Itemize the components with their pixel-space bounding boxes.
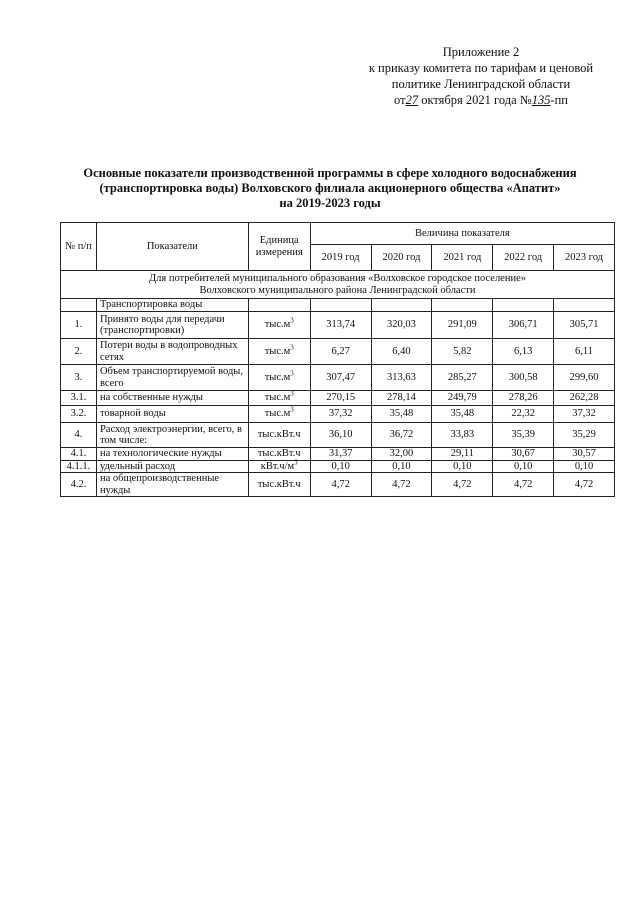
- header-value: Величина показателя: [310, 223, 614, 245]
- row-value: 36,10: [310, 423, 371, 448]
- row-number: 3.1.: [61, 391, 97, 406]
- row-number: 4.: [61, 423, 97, 448]
- table-row: [61, 406, 615, 423]
- row-value: 320,03: [371, 312, 432, 339]
- appendix-date: [356, 92, 606, 108]
- unit-text: кВт.ч/м: [260, 460, 295, 472]
- empty-cell: [61, 299, 97, 312]
- row-value: 35,29: [554, 423, 615, 448]
- row-value: 4,72: [493, 473, 554, 497]
- date-rest: октября 2021 года №: [421, 93, 532, 107]
- row-value: 31,37: [310, 448, 371, 461]
- row-indicator: удельный расход: [96, 460, 248, 473]
- date-day: 27: [405, 93, 419, 107]
- row-indicator: на технологические нужды: [96, 448, 248, 461]
- row-value: 33,83: [432, 423, 493, 448]
- row-number: 2.: [61, 339, 97, 365]
- row-unit: [248, 473, 310, 497]
- section-label: Транспортировка воды: [96, 299, 248, 312]
- consumer-line: Для потребителей муниципального образования «Волховское городское поселение»: [149, 273, 526, 284]
- unit-text: тыс.м: [264, 319, 291, 331]
- row-number: 4.1.: [61, 448, 97, 461]
- title-line: (транспортировка воды) Волховского филиала акционерного общества «Апатит»: [99, 181, 561, 195]
- row-value: 37,32: [310, 406, 371, 423]
- row-value: 35,48: [432, 406, 493, 423]
- unit-superscript: 3: [290, 316, 294, 325]
- empty-cell: [554, 299, 615, 312]
- row-indicator: на общепроизводственные нужды: [96, 473, 248, 497]
- row-indicator: Принято воды для передачи (транспортировки): [96, 312, 248, 339]
- indicators-table: [60, 222, 615, 497]
- year-header: 2023 год: [554, 245, 615, 271]
- row-value: 30,67: [493, 448, 554, 461]
- row-number: 1.: [61, 312, 97, 339]
- table-row: [61, 460, 615, 473]
- row-value: 30,57: [554, 448, 615, 461]
- row-value: 249,79: [432, 391, 493, 406]
- title-line: Основные показатели производственной программы в сфере холодного водоснабжения: [83, 166, 577, 180]
- row-value: 0,10: [310, 460, 371, 473]
- row-value: 22,32: [493, 406, 554, 423]
- row-number: 4.1.1.: [61, 460, 97, 473]
- row-number: 3.: [61, 365, 97, 391]
- row-value: 270,15: [310, 391, 371, 406]
- row-value: 0,10: [432, 460, 493, 473]
- table-row: [61, 339, 615, 365]
- row-indicator: товарной воды: [96, 406, 248, 423]
- row-value: 313,74: [310, 312, 371, 339]
- header-row: [61, 223, 615, 245]
- row-value: 6,40: [371, 339, 432, 365]
- row-unit: [248, 339, 310, 365]
- unit-text: тыс.кВт.ч: [257, 448, 301, 459]
- row-value: 6,13: [493, 339, 554, 365]
- row-unit: [248, 406, 310, 423]
- appendix-line: к приказу комитета по тарифам и ценовой: [368, 61, 594, 75]
- row-value: 278,26: [493, 391, 554, 406]
- empty-cell: [248, 299, 310, 312]
- row-value: 4,72: [310, 473, 371, 497]
- row-indicator: на собственные нужды: [96, 391, 248, 406]
- row-unit: [248, 312, 310, 339]
- consumer-row: [61, 271, 615, 299]
- year-header: 2022 год: [493, 245, 554, 271]
- row-value: 278,14: [371, 391, 432, 406]
- row-value: 4,72: [371, 473, 432, 497]
- date-prefix: от: [394, 93, 406, 107]
- row-value: 6,27: [310, 339, 371, 365]
- unit-text: тыс.м: [264, 392, 291, 404]
- row-number: 3.2.: [61, 406, 97, 423]
- row-value: 5,82: [432, 339, 493, 365]
- consumer-cell: [61, 271, 615, 299]
- unit-superscript: 3: [290, 389, 294, 398]
- data-rows: [61, 312, 615, 497]
- year-header: 2020 год: [371, 245, 432, 271]
- order-suffix: -пп: [550, 93, 568, 107]
- header-indicator: Показатели: [96, 223, 248, 271]
- row-value: 6,11: [554, 339, 615, 365]
- unit-text: тыс.м: [264, 408, 291, 420]
- row-value: 37,32: [554, 406, 615, 423]
- empty-cell: [432, 299, 493, 312]
- empty-cell: [371, 299, 432, 312]
- row-value: 0,10: [371, 460, 432, 473]
- title-line: на 2019-2023 годы: [279, 196, 381, 210]
- table-row: [61, 423, 615, 448]
- table-row: [61, 365, 615, 391]
- row-value: 285,27: [432, 365, 493, 391]
- table-row: [61, 448, 615, 461]
- appendix-block: [356, 44, 606, 108]
- row-value: 313,63: [371, 365, 432, 391]
- year-header: 2019 год: [310, 245, 371, 271]
- unit-text: тыс.кВт.ч: [257, 429, 301, 441]
- row-indicator: Объем транспортируемой воды, всего: [96, 365, 248, 391]
- row-value: 0,10: [554, 460, 615, 473]
- unit-text: тыс.кВт.ч: [257, 478, 301, 490]
- order-number: 135: [531, 93, 551, 107]
- document-title: [60, 166, 600, 211]
- row-value: 0,10: [493, 460, 554, 473]
- row-value: 299,60: [554, 365, 615, 391]
- unit-text: тыс.м: [264, 371, 291, 383]
- row-value: 291,09: [432, 312, 493, 339]
- row-value: 4,72: [554, 473, 615, 497]
- row-unit: [248, 391, 310, 406]
- section-row: [61, 299, 615, 312]
- row-indicator: Потери воды в водопроводных сетях: [96, 339, 248, 365]
- consumer-line: Волховского муниципального района Ленинградской области: [199, 284, 476, 296]
- header-num: № п/п: [61, 223, 97, 271]
- row-value: 4,72: [432, 473, 493, 497]
- row-value: 306,71: [493, 312, 554, 339]
- unit-superscript: 3: [290, 405, 294, 414]
- unit-text: тыс.м: [264, 345, 291, 357]
- row-value: 36,72: [371, 423, 432, 448]
- row-value: 35,39: [493, 423, 554, 448]
- row-value: 32,00: [371, 448, 432, 461]
- header-unit: Единица измерения: [248, 223, 310, 271]
- row-value: 262,28: [554, 391, 615, 406]
- row-number: 4.2.: [61, 473, 97, 497]
- row-indicator: Расход электроэнергии, всего, в том числе:: [96, 423, 248, 448]
- table-row: [61, 473, 615, 497]
- row-unit: [248, 423, 310, 448]
- row-value: 300,58: [493, 365, 554, 391]
- appendix-title: Приложение 2: [442, 45, 520, 59]
- table-row: [61, 391, 615, 406]
- unit-superscript: 3: [290, 343, 294, 352]
- row-value: 305,71: [554, 312, 615, 339]
- row-unit: [248, 448, 310, 461]
- year-header: 2021 год: [432, 245, 493, 271]
- empty-cell: [493, 299, 554, 312]
- row-value: 307,47: [310, 365, 371, 391]
- empty-cell: [310, 299, 371, 312]
- row-unit: [248, 460, 310, 473]
- table-row: [61, 312, 615, 339]
- row-unit: [248, 365, 310, 391]
- appendix-line: политике Ленинградской области: [391, 77, 571, 91]
- row-value: 35,48: [371, 406, 432, 423]
- unit-superscript: 3: [294, 458, 298, 466]
- unit-superscript: 3: [290, 369, 294, 378]
- row-value: 29,11: [432, 448, 493, 461]
